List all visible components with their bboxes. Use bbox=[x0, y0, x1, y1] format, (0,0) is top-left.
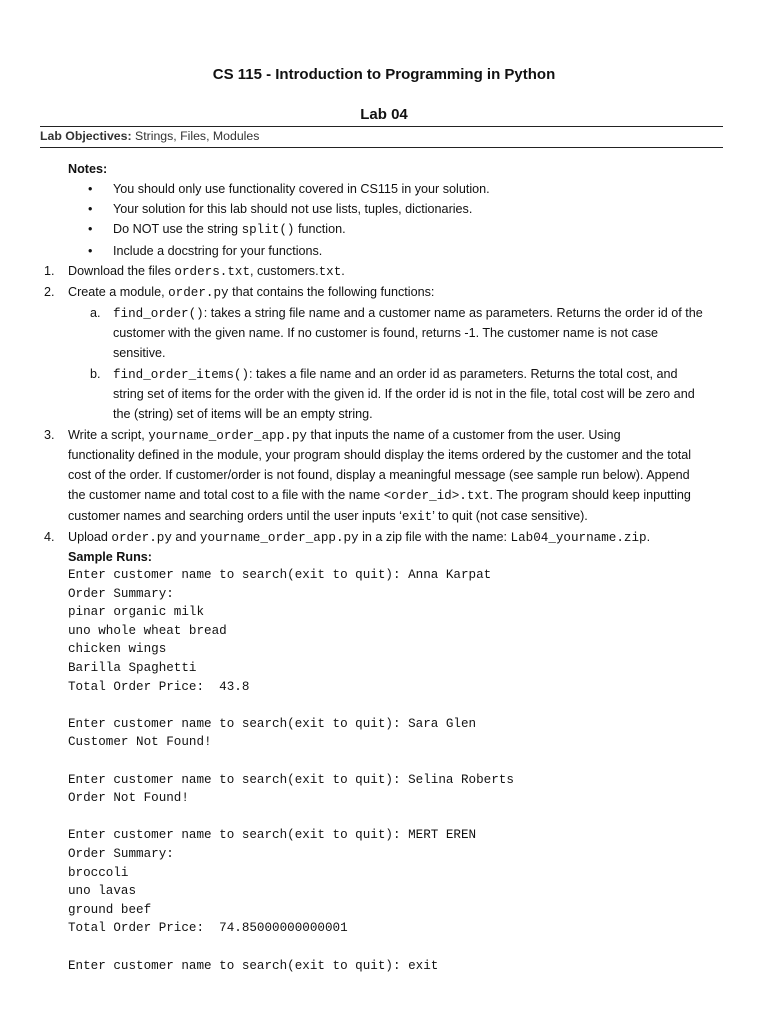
output-line: Total Order Price: 43.8 bbox=[68, 679, 250, 694]
bullet-icon: • bbox=[88, 244, 93, 258]
inline-code: exit bbox=[401, 510, 433, 524]
output-line: broccoli bbox=[68, 865, 129, 880]
substep-number: a. bbox=[90, 306, 101, 320]
output-line: ground beef bbox=[68, 902, 152, 917]
output-line: Enter customer name to search(exit to quit): Sara Glen bbox=[68, 716, 477, 731]
bullet-icon: • bbox=[88, 202, 93, 216]
objectives-label: Lab Objectives: bbox=[40, 129, 132, 143]
output-line: uno lavas bbox=[68, 884, 137, 899]
bullet-icon: • bbox=[88, 182, 93, 196]
inline-code: find_order() bbox=[113, 307, 204, 321]
lab-number: Lab 04 bbox=[360, 106, 408, 123]
list-item: • Do NOT use the string split() function. bbox=[88, 222, 346, 237]
objectives-text: Strings, Files, Modules bbox=[135, 129, 260, 143]
output-line: Order Summary: bbox=[68, 586, 174, 601]
inline-code: txt bbox=[318, 265, 342, 279]
inline-code: order.py bbox=[168, 286, 229, 300]
lab-objectives bbox=[40, 129, 259, 143]
substep-number: b. bbox=[90, 367, 101, 381]
output-line: Order Not Found! bbox=[68, 791, 189, 806]
step-number: 3. bbox=[44, 428, 55, 442]
output-line: Enter customer name to search(exit to quit): exit bbox=[68, 958, 439, 973]
inline-code: Lab04_yourname.zip bbox=[510, 531, 647, 545]
sample-runs-label: Sample Runs: bbox=[68, 550, 152, 564]
output-line: Enter customer name to search(exit to quit): MERT EREN bbox=[68, 828, 477, 843]
inline-code: orders.txt bbox=[174, 265, 250, 279]
inline-code: yourname_order_app.py bbox=[148, 429, 307, 443]
inline-code: split() bbox=[241, 223, 295, 237]
output-line: Enter customer name to search(exit to quit): Anna Karpat bbox=[68, 568, 492, 582]
inline-code: <order_id>.txt bbox=[383, 489, 490, 503]
bullet-icon: • bbox=[88, 222, 93, 236]
output-line: Total Order Price: 74.85000000000001 bbox=[68, 921, 348, 936]
output-line: chicken wings bbox=[68, 642, 167, 657]
output-line: uno whole wheat bread bbox=[68, 623, 227, 638]
inline-code: yourname_order_app.py bbox=[199, 531, 359, 545]
output-line: Customer Not Found! bbox=[68, 735, 212, 750]
inline-code: find_order_items() bbox=[113, 368, 250, 382]
output-line: Barilla Spaghetti bbox=[68, 661, 197, 675]
inline-code: order.py bbox=[111, 531, 172, 545]
list-item: • Include a docstring for your functions. bbox=[88, 244, 323, 258]
step-number: 4. bbox=[44, 530, 55, 544]
step-number: 2. bbox=[44, 285, 55, 299]
list-item: • Your solution for this lab should not use lists, tuples, dictionaries. bbox=[88, 202, 473, 216]
output-line: Enter customer name to search(exit to quit): Selina Roberts bbox=[68, 772, 514, 787]
bottom-rule bbox=[40, 147, 723, 148]
document-title: CS 115 - Introduction to Programming in Python bbox=[212, 66, 556, 83]
notes-label: Notes: bbox=[68, 162, 108, 176]
output-line: pinar organic milk bbox=[68, 605, 205, 620]
step-number: 1. bbox=[44, 264, 55, 278]
list-item: • You should only use functionality covered in CS115 in your solution. bbox=[88, 182, 490, 196]
top-rule bbox=[40, 126, 723, 127]
output-line: Order Summary: bbox=[68, 847, 174, 861]
